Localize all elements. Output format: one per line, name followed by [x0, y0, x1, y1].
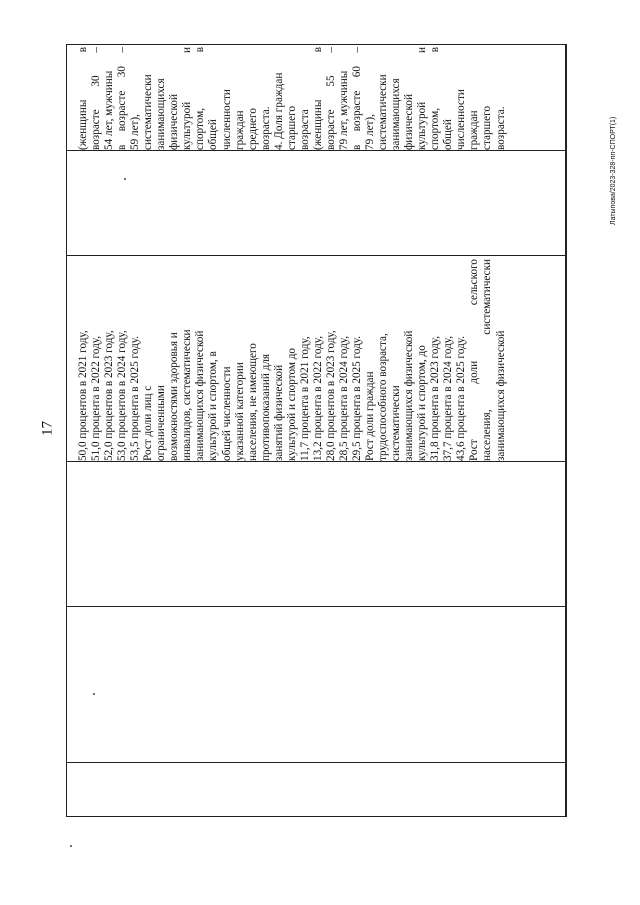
text-line: трудоспособного возраста, — [377, 333, 390, 461]
text-line: ограниченными — [155, 385, 168, 461]
text-line: Рост доли лиц с — [142, 385, 155, 461]
text-line: занимающихся — [390, 78, 403, 150]
text-line: занимающихся — [155, 78, 168, 150]
scan-speck — [124, 178, 126, 180]
text-line: 43,6 процента в 2025 году. — [455, 335, 468, 461]
text-line: 59 лет), — [129, 114, 142, 150]
document-reference-text: Латыпова/2023-328-пп-СПОРТ(1) — [610, 116, 617, 225]
text-line: культурой и спортом, в — [207, 351, 220, 461]
text-line: численности — [220, 89, 233, 150]
text-line: инвалидов, систематически — [181, 329, 194, 461]
text-line: 37,7 процента в 2024 году, — [442, 335, 455, 461]
text-line: в возрасте 60 – — [350, 47, 363, 150]
text-line: указанной категории — [233, 362, 246, 461]
text-line: занимающихся физической — [403, 330, 416, 461]
text-line: возраста — [298, 109, 311, 150]
scan-speck — [93, 693, 95, 695]
text-line: физической — [168, 94, 181, 150]
scan-speck — [70, 845, 72, 847]
text-line: населения, систематически — [481, 259, 494, 461]
row-divider — [66, 461, 566, 462]
text-line: (женщины в — [311, 47, 324, 150]
text-line: систематически — [142, 74, 155, 150]
text-line: (женщины в — [77, 47, 89, 150]
target-text-block — [77, 47, 508, 150]
text-line: 28,0 процентов в 2023 году, — [324, 330, 337, 461]
text-line: спортом, в — [429, 47, 442, 150]
text-line: 51,0 процента в 2022 году, — [90, 335, 103, 461]
text-line: 79 лет), — [364, 114, 377, 150]
text-line: возрасте 30 – — [90, 47, 103, 150]
text-line: культурой и спортом, до — [416, 345, 429, 461]
text-line: населения, не имеющего — [246, 343, 259, 461]
text-line: систематически — [390, 385, 403, 461]
text-line: 53,5 процента в 2025 году. — [129, 335, 142, 461]
text-line: граждан — [233, 110, 246, 150]
text-line: численности — [455, 89, 468, 150]
row-divider — [66, 606, 566, 607]
text-line: 4. Доля граждан — [272, 72, 285, 150]
text-line: 31,8 процента в 2023 году, — [429, 335, 442, 461]
text-line: возраста. — [494, 106, 507, 150]
column-divider — [566, 44, 567, 817]
text-line: занимающихся физической — [494, 330, 507, 461]
text-line: 29,5 процента в 2025 году. — [350, 335, 363, 461]
text-line: возрасте 55 – — [324, 47, 337, 150]
text-line: возраста. — [259, 106, 272, 150]
text-line: Рост доли сельского — [468, 259, 481, 461]
text-line: в возрасте 30 – — [116, 47, 129, 150]
text-line: 53,0 процентов в 2024 году, — [116, 330, 129, 461]
text-line: 50,0 процентов в 2021 году, — [77, 330, 89, 461]
row-divider — [66, 150, 566, 151]
text-line: 13,2 процента в 2022 году, — [311, 335, 324, 461]
text-line: физической — [403, 94, 416, 150]
text-line: общей численности — [220, 366, 233, 461]
text-line: культурой и — [416, 47, 429, 150]
text-line: общей — [442, 119, 455, 150]
text-line: 52,0 процентов в 2023 году, — [103, 330, 116, 461]
row-divider — [66, 255, 566, 256]
text-line: культурой и — [181, 47, 194, 150]
page-number: 17 — [39, 421, 56, 436]
row-divider — [66, 762, 566, 763]
text-line: противопоказаний для — [259, 353, 272, 461]
text-line: занимающихся физической — [194, 330, 207, 461]
text-line: возможностями здоровья и — [168, 332, 181, 461]
text-line: спортом, в — [194, 47, 207, 150]
text-line: 54 лет, мужчины — [103, 70, 116, 150]
text-line: культурой и спортом до — [285, 347, 298, 461]
text-line: 28,5 процента в 2024 году, — [337, 335, 350, 461]
text-line: систематически — [377, 74, 390, 150]
text-line: старшего — [481, 105, 494, 150]
text-line: общей — [207, 119, 220, 150]
indicator-text-block — [77, 259, 508, 461]
text-line: Рост доли граждан — [364, 371, 377, 461]
text-line: старшего — [285, 105, 298, 150]
text-line: 11,7 процента в 2021 году, — [298, 336, 311, 461]
text-line: среднего — [246, 108, 259, 150]
text-line: 79 лет, мужчины — [337, 70, 350, 150]
text-line: занятий физической — [272, 364, 285, 461]
text-line: граждан — [468, 110, 481, 150]
